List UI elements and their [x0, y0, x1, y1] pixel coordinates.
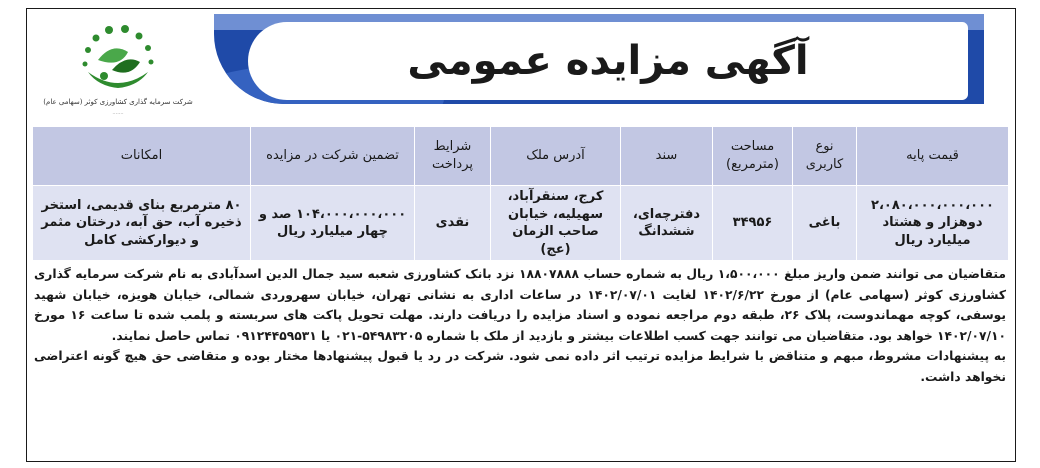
cell-facilities: ۸۰ مترمربع بنای قدیمی، استخر ذخیره آب، حق آبه، درختان مثمر و دیوارکشی کامل [33, 186, 251, 261]
cell-guarantee: ۱۰۴،۰۰۰،۰۰۰،۰۰۰ صد و چهار میلیارد ریال [251, 186, 415, 261]
header-payment-terms: شرایط پرداخت [415, 127, 491, 186]
auction-table [32, 126, 1009, 261]
company-name: شرکت سرمایه گذاری کشاورزی کوثر (سهامی عام) [43, 98, 193, 106]
header-deed: سند [621, 127, 713, 186]
header-guarantee: تضمین شرکت در مزایده [251, 127, 415, 186]
table-header-row [33, 127, 1009, 186]
cell-area: ۳۴۹۵۶ [713, 186, 793, 261]
cell-address: کرج، سنقرآباد، سهیلیه، خیابان صاحب الزمان (عج) [491, 186, 621, 261]
title-box [248, 22, 968, 100]
ad-paragraph-conditions: به پیشنهادات مشروط، مبهم و متناقض با شرایط مزایده ترتیب اثر داده نمی شود. شرکت در رد یا قبول پیشنهادها مختار بوده و متقاضی حق هیچ گونه اعتراضی نخواهد داشت. [34, 349, 1006, 384]
header-area: مساحت (مترمربع) [713, 127, 793, 186]
header-base-price: قیمت پایه [857, 127, 1009, 186]
header-usage-type: نوع کاربری [793, 127, 857, 186]
page-title: آگهی مزایده عمومی [407, 38, 809, 84]
cell-deed: دفترچه‌ای، ششدانگ [621, 186, 713, 261]
header-facilities: امکانات [33, 127, 251, 186]
table-row [33, 186, 1009, 261]
ad-body [34, 264, 1006, 387]
cell-usage-type: باغی [793, 186, 857, 261]
header-address: آدرس ملک [491, 127, 621, 186]
cell-payment-terms: نقدی [415, 186, 491, 261]
company-details: ....... [112, 110, 124, 116]
cell-base-price: ۲،۰۸۰،۰۰۰،۰۰۰،۰۰۰ دوهزار و هشتاد میلیارد ریال [857, 186, 1009, 261]
ad-paragraph-details: متقاضیان می توانند ضمن واریز مبلغ ۱،۵۰۰،۰۰۰ ریال به شماره حساب ۱۸۸۰۷۸۸۸ نزد بانک کشاورزی شعبه سید جمال الدین اسدآبادی به نام شرکت سرمایه گذاری کشاورزی کوثر (سهامی عام) از مورخ ۱۴۰۲/۶/۲۲ لغایت ۱۴۰۲/۰۷/۰۱ در ساعات اداری به نشانی تهران، خیابان سهروردی شمالی، خیابان هویزه، خیابان شهید یوسفی، کوچه مهماندوست، پلاک ۲۶، طبقه دوم مراجعه نموده و اسناد مزایده را دریافت دارند. مهلت تحویل پاکت های سربسته و پلمب شده تا ساعت ۱۶ مورخ ۱۴۰۲/۰۷/۱۰ خواهد بود. متقاضیان می توانند جهت کسب اطلاعات بیشتر و بازدید از ملک با شماره ۵۴۹۸۳۲۰۵-۰۲۱ یا ۰۹۱۲۴۴۵۹۵۳۱ تماس حاصل نمایند. [34, 267, 1007, 343]
